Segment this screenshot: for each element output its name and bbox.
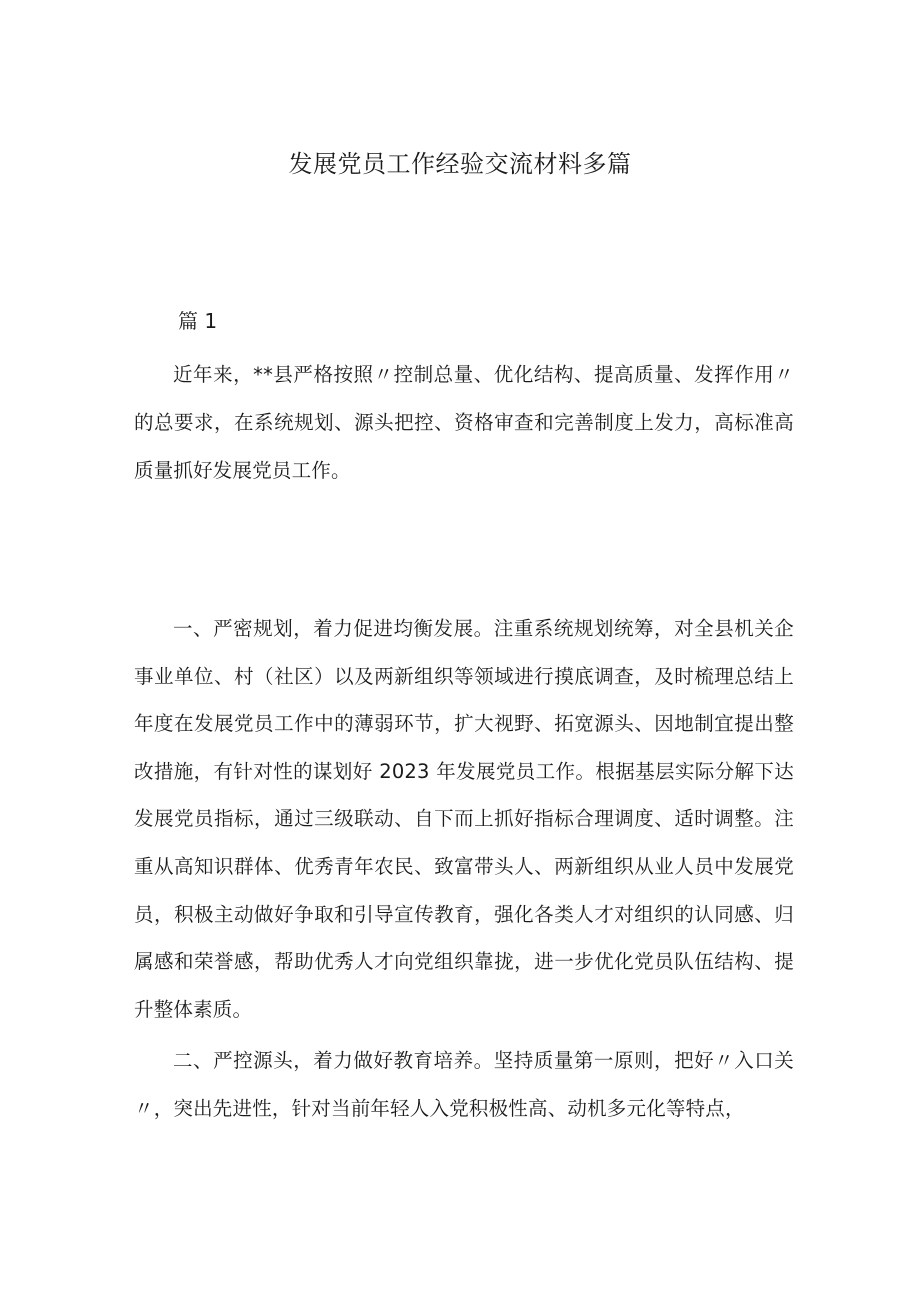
- paragraph-planning: 一、严密规划，着力促进均衡发展。注重系统规划统筹，对全县机关企事业单位、村（社区）以及两新组织等领域进行摸底调查，及时梳理总结上年度在发展党员工作中的薄弱环节，扩大视野、拓宽源头、因地制宜提出整改措施，有针对性的谋划好 2023 年发展党员工作。根据基层实际分解下达发展党员指标，通过三级联动、自下而上抓好指标合理调度、适时调整。注重从高知识群体、优秀青年农民、致富带头人、两新组织从业人员中发展党员，积极主动做好争取和引导宣传教育，强化各类人才对组织的认同感、归属感和荣誉感，帮助优秀人才向党组织靠拢，进一步优化党员队伍结构、提升整体素质。: [134, 617, 794, 1021]
- paragraph-source-control: 二、严控源头，着力做好教育培养。坚持质量第一原则，把好〃入口关〃，突出先进性，针对当前年轻人入党积极性高、动机多元化等特点，: [134, 1049, 794, 1120]
- document-title: 发展党员工作经验交流材料多篇: [288, 150, 632, 178]
- paragraph-intro: 近年来，**县严格按照〃控制总量、优化结构、提高质量、发挥作用〃的总要求，在系统规划、源头把控、资格审查和完善制度上发力，高标准高质量抓好发展党员工作。: [134, 363, 794, 482]
- section-label: 篇 1: [178, 309, 218, 333]
